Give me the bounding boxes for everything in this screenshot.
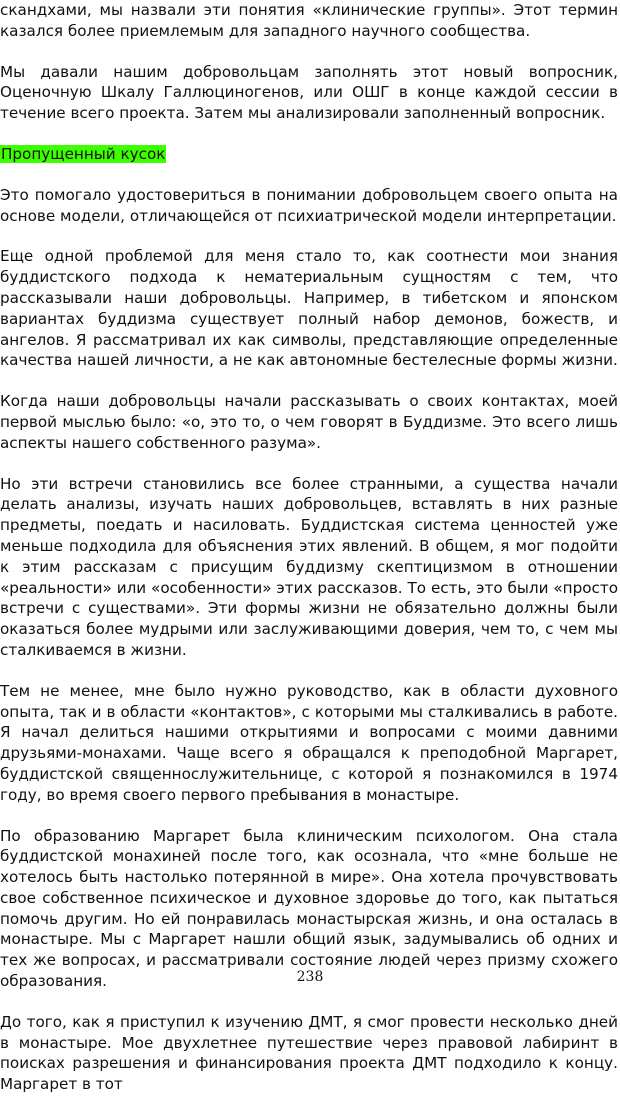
paragraph-7: Тем не менее, мне было нужно руководство, как в области духовного опыта, так и в области «контактов», с которыми мы сталкивались в работе. Я начал делиться нашими открытиями и вопросами с моими давними друзьями-монахами. Чаще всего я обращался к преподобной Маргарет, буддистской священнослужительнице, с которой я познакомился в 1974 году, во время своего первого пребывания в монастыре. — [0, 681, 618, 804]
paragraph-8: По образованию Маргарет была клиническим психологом. Она стала буддистской монахиней после того, как осознала, что «мне больше не хотелось быть настолько потерянной в мире». Она хотела прочувствовать свое собственное психическое и духовное здоровье до того, как пытаться помочь другим. Но ей понравилась монастырская жизнь, и она осталась в монастыре. Мы с Маргарет нашли общий язык, задумывались об одних и тех же вопросах, и рассматривали состояние людей через призму схожего образования. — [0, 826, 618, 991]
missing-fragment-marker — [0, 144, 618, 165]
highlighted-label: Пропущенный кусок — [1, 144, 166, 163]
paragraph-2: Мы давали нашим добровольцам заполнять этот новый вопросник, Оценочную Шкалу Галлюциногенов, или ОШГ в конце каждой сессии в течение всего проекта. Затем мы анализировали заполненный вопросник. — [0, 62, 618, 123]
paragraph-9: До того, как я приступил к изучению ДМТ, я смог провести несколько дней в монастыре. Мое двухлетнее путешествие через правовой лабиринт в поисках разрешения и финансирования проекта ДМТ подходило к концу. Маргарет в тот — [0, 1012, 618, 1094]
page-number: 238 — [296, 969, 324, 985]
paragraph-6: Но эти встречи становились все более странными, а существа начали делать анализы, изучать наших добровольцев, вставлять в них разные предметы, поедать и насиловать. Буддистская система ценностей уже меньше подходила для объяснения этих явлений. В общем, я мог подойти к этим рассказам с присущим буддизму скептицизмом в отношении «реальности» или «особенности» этих рассказов. То есть, это были «просто встречи с существами». Эти формы жизни не обязательно должны были оказаться более мудрыми или заслуживающими доверия, чем то, с чем мы сталкиваемся в жизни. — [0, 474, 618, 659]
paragraph-3: Это помогало удостовериться в понимании добровольцем своего опыта на основе модели, отличающейся от психиатрической модели интерпретации. — [0, 185, 618, 225]
paragraph-5: Когда наши добровольцы начали рассказывать о своих контактах, моей первой мыслью было: «о, это то, о чем говорят в Буддизме. Это всего лишь аспекты нашего собственного разума». — [0, 392, 618, 452]
paragraph-1: скандхами, мы назвали эти понятия «клинические группы». Этот термин казался более приемлемым для западного научного сообщества. — [0, 1, 618, 40]
paragraph-4: Еще одной проблемой для меня стало то, как соотнести мои знания буддистского подхода к нематериальным сущностям с тем, что рассказывали наши добровольцы. Например, в тибетском и японском вариантах буддизма существует полный набор демонов, божеств, и ангелов. Я рассматривал их как символы, представляющие определенные качества нашей личности, а не как автономные бестелесные формы жизни. — [0, 247, 618, 370]
